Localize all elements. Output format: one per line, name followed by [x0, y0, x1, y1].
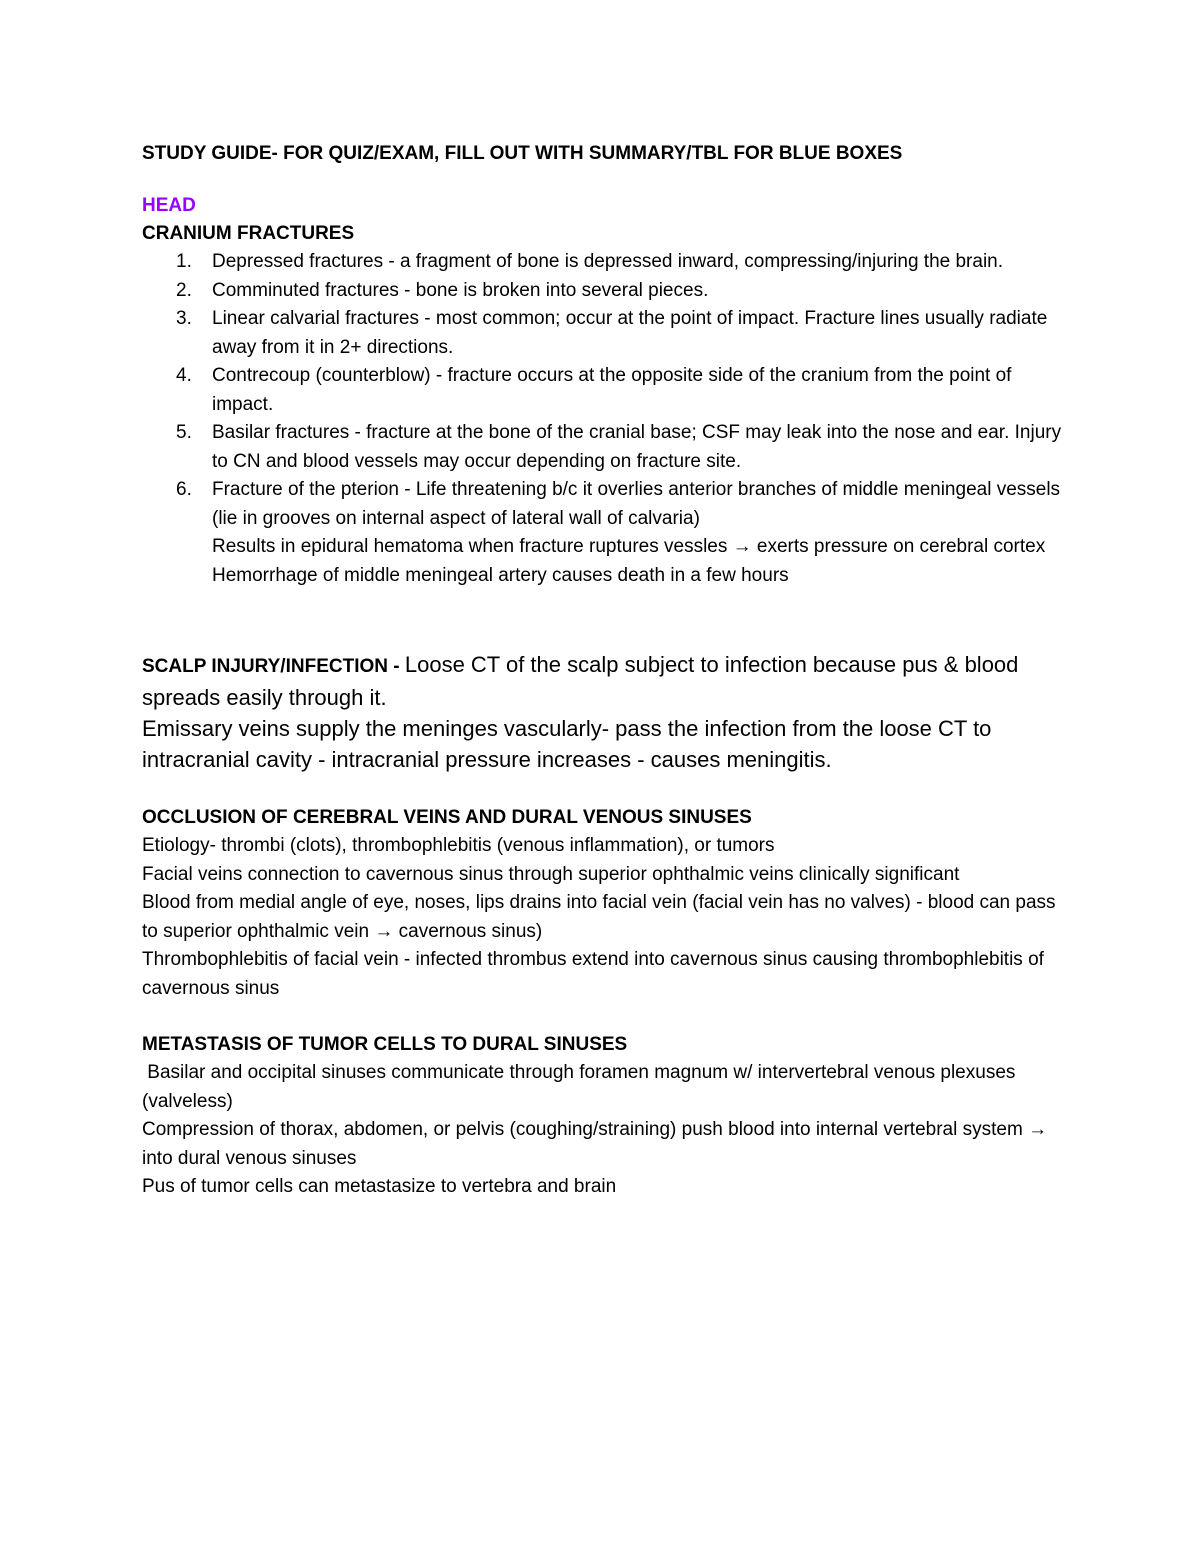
cranium-fractures-list: [142, 248, 1062, 590]
list-item-subtext: Hemorrhage of middle meningeal artery causes death in a few hours: [212, 564, 789, 586]
list-item: [142, 248, 1062, 277]
list-item-text: Depressed fractures - a fragment of bone is depressed inward, compressing/injuring the brain.: [212, 251, 1004, 272]
metastasis-text: Basilar and occipital sinuses communicate through foramen magnum w/ intervertebral venous plexuses (valveless): [142, 1062, 1021, 1112]
occlusion-text: Blood from medial angle of eye, noses, lips drains into facial vein (facial vein has no valves) - blood can pass to superior ophthalmic vein → cavernous sinus): [142, 892, 1056, 942]
list-item-number: 4.: [176, 365, 192, 386]
occlusion-text: Thrombophlebitis of facial vein - infected thrombus extend into cavernous sinus causing thrombophlebitis of cavernous sinus: [142, 949, 1044, 999]
list-item-number: 1.: [176, 251, 192, 272]
list-item: [142, 362, 1062, 419]
occlusion-heading: OCCLUSION OF CEREBRAL VEINS AND DURAL VENOUS SINUSES: [142, 807, 752, 828]
list-item-text: Linear calvarial fractures - most common; occur at the point of impact. Fracture lines usually radiate away from it in 2+ directions.: [212, 308, 1048, 358]
scalp-text-line2: Emissary veins supply the meninges vascularly- pass the infection from the loose CT to intracranial cavity - intracranial pressure increases - causes meningitis.: [142, 716, 992, 772]
list-item-subtext: Results in epidural hematoma when fracture ruptures vessles → exerts pressure on cerebral cortex: [212, 536, 1046, 557]
list-item: [142, 419, 1062, 476]
list-item-number: 6.: [176, 479, 192, 500]
scalp-heading: SCALP INJURY/INFECTION -: [142, 656, 405, 677]
occlusion-text: Etiology- thrombi (clots), thrombophlebitis (venous inflammation), or tumors: [142, 835, 775, 856]
list-item: [142, 277, 1062, 306]
list-item-text: Basilar fractures - fracture at the bone of the cranial base; CSF may leak into the nose and ear. Injury to CN and blood vessels may occur depending on fracture site.: [212, 422, 1062, 472]
document-title: STUDY GUIDE- FOR QUIZ/EXAM, FILL OUT WITH SUMMARY/TBL FOR BLUE BOXES: [142, 143, 903, 164]
list-item-text: Fracture of the pterion - Life threatening b/c it overlies anterior branches of middle meningeal vessels (lie in grooves on internal aspect of lateral wall of calvaria): [212, 479, 1061, 529]
document-page: [142, 140, 1062, 1202]
list-item-number: 5.: [176, 422, 192, 443]
list-item: [142, 305, 1062, 362]
occlusion-section: [142, 804, 1062, 1003]
metastasis-section: [142, 1031, 1062, 1202]
cranium-fractures-heading: CRANIUM FRACTURES: [142, 223, 355, 244]
list-item-number: 3.: [176, 308, 192, 329]
head-section-label: HEAD: [142, 195, 196, 216]
cranium-fractures-section: [142, 220, 1062, 590]
metastasis-heading: METASTASIS OF TUMOR CELLS TO DURAL SINUSES: [142, 1034, 628, 1055]
metastasis-text: Compression of thorax, abdomen, or pelvis (coughing/straining) push blood into internal vertebral system → into dural venous sinuses: [142, 1119, 1048, 1169]
occlusion-text: Facial veins connection to cavernous sinus through superior ophthalmic veins clinically significant: [142, 863, 960, 885]
scalp-text-line1: Loose CT of the scalp subject to infection because pus & blood spreads easily through it.: [142, 652, 1019, 710]
list-item-text: Contrecoup (counterblow) - fracture occurs at the opposite side of the cranium from the point of impact.: [212, 365, 1012, 415]
list-item: [142, 476, 1062, 590]
list-item-text: Comminuted fractures - bone is broken into several pieces.: [212, 279, 709, 301]
metastasis-text: Pus of tumor cells can metastasize to vertebra and brain: [142, 1176, 617, 1197]
scalp-section: [142, 649, 1062, 775]
scalp-paragraph: [142, 649, 1062, 713]
list-item-number: 2.: [176, 279, 192, 301]
